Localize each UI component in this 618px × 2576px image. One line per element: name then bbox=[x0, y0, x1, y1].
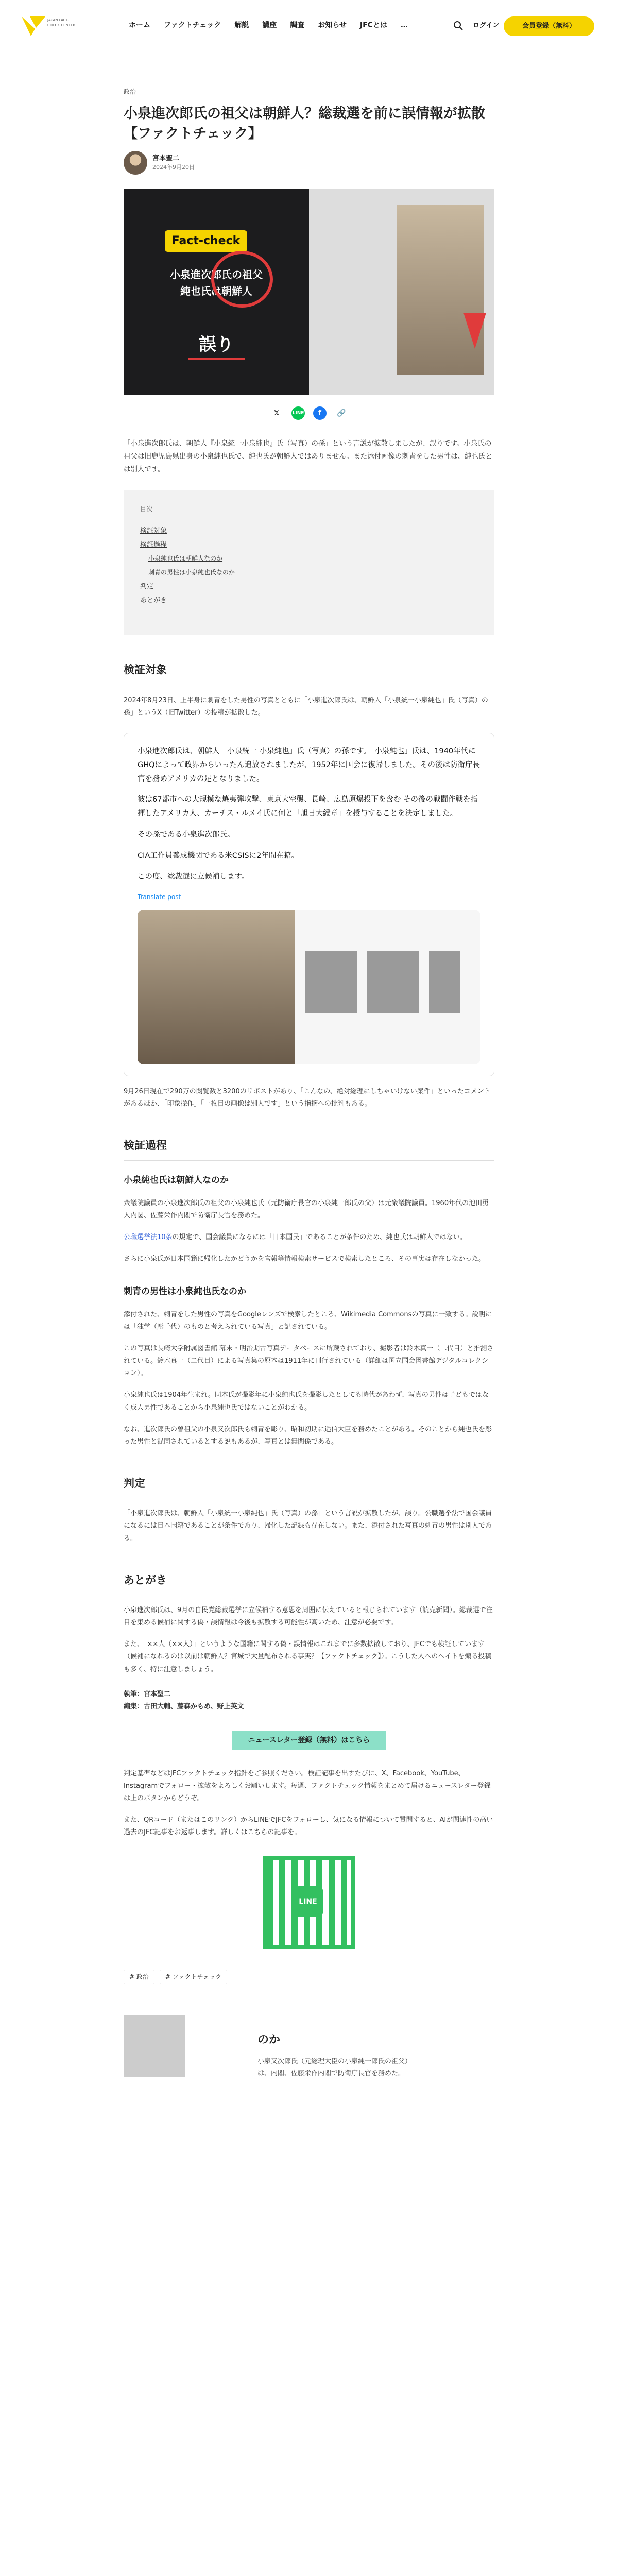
signup-button[interactable]: 会員登録（無料） bbox=[504, 16, 594, 36]
author-block bbox=[124, 151, 494, 175]
embedded-post-text: この度、総裁選に立候補します。 bbox=[138, 872, 249, 881]
hero-factcheck-badge: Fact-check bbox=[165, 230, 247, 252]
paragraph: 2024年8月23日、上半身に刺青をした男性の写真とともに「小泉進次郎氏は、朝鮮人「小泉統一小泉純也」氏（写真）の孫」というX（旧Twitter）の投稿が拡散した。 bbox=[124, 696, 488, 717]
paragraph: なお、進次郎氏の曽祖父の小泉又次郎氏も刺青を彫り、昭和初期に逓信大臣を務めたことがある。そのことから純也氏を彫った男性と混同されているとする説もあるが、写真とは無関係である。 bbox=[124, 1425, 492, 1446]
toc-item[interactable]: 検証過程 bbox=[140, 541, 167, 549]
tag[interactable]: # 政治 bbox=[124, 1970, 154, 1984]
author-name[interactable]: 宮本聖二 bbox=[152, 155, 180, 163]
article-category[interactable]: 政治 bbox=[124, 88, 136, 95]
paragraph: この写真は長崎大学附属図書館 幕末・明治期古写真データベースに所蔵されており、撮影者は鈴木真一（二代目）と推測されている。鈴木真一（二代目）による写真集の原本は1911年に刊行されている（詳細は国立国会図書館デジタルコレクション）。 bbox=[124, 1345, 494, 1378]
paragraph: 小泉進次郎氏は、9月の自民党総裁選挙に立候補する意思を周囲に伝えていると報じられています（読売新聞）。総裁選で注目を集める候補に関する偽・誤情報は今後も拡散する可能性が高いため、注意が必要です。 bbox=[124, 1606, 493, 1627]
facebook-share-icon[interactable]: f bbox=[313, 406, 327, 420]
tag-list bbox=[124, 1970, 494, 1984]
toc-item[interactable]: 小泉純也氏は朝鮮人なのか bbox=[148, 555, 223, 563]
paragraph: また、「××人（××人）」というような国籍に関する偽・誤情報はこれまでに多数拡散しており、JFCでも検証しています（候補になれるのは以前は朝鮮人？宮城で大量配布される事実？【ファクトチェック】）。こうした人へのヘイトを煽る投稿も多く、特に注意しましょう。 bbox=[124, 1640, 492, 1673]
section-heading: 検証対象 bbox=[124, 660, 494, 685]
hero-quote-line-2: 純也氏は朝鮮人 bbox=[180, 285, 252, 298]
site-header bbox=[0, 0, 618, 52]
embedded-post-text: 彼は67都市への大規模な焼夷弾攻撃、東京大空襲、長崎、広島原爆投下を含む その後の戦闘作戦を指揮したアメリカ人、カーチス・ルメイ氏に何と「旭日大綬章」を授与することを決定しました。 bbox=[138, 795, 478, 818]
toc-item[interactable]: 判定 bbox=[140, 583, 154, 591]
x-share-icon[interactable]: 𝕏 bbox=[273, 409, 280, 418]
embedded-post-text: 小泉進次郎氏は、朝鮮人「小泉統一 小泉純也」氏（写真）の孫です。「小泉純也」氏は、1940年代にGHQによって政界からいったん追放されましたが、1952年に国会に復帰しました。その後は防衛庁長官を務めアメリカの足となりました。 bbox=[138, 747, 480, 783]
section-heading: 検証過程 bbox=[124, 1136, 494, 1161]
nav-more[interactable]: … bbox=[400, 21, 408, 29]
preview-title: のか bbox=[258, 2033, 281, 2046]
next-article-preview[interactable] bbox=[124, 2015, 494, 2200]
portrait-photo bbox=[305, 951, 357, 1013]
toc-item[interactable]: 検証対象 bbox=[140, 527, 167, 535]
search-icon[interactable] bbox=[453, 21, 464, 31]
hero-tweet-screenshot bbox=[309, 189, 494, 395]
document-photo bbox=[295, 910, 480, 1064]
paragraph bbox=[124, 1231, 494, 1244]
tag-label: ファクトチェック bbox=[172, 1973, 222, 1980]
paragraph: 衆議院議員の小泉進次郎氏の祖父の小泉純也氏（元防衛庁長官の小泉純一郎氏の父）は元衆議院議員。1960年代の池田勇人内閣、佐藤栄作内閣で防衛庁長官を務めた。 bbox=[124, 1199, 489, 1220]
share-bar bbox=[124, 406, 494, 420]
paragraph: 9月26日現在で290万の閲覧数と3200のリポストがあり、「こんなの、絶対総理にしちゃいけない案件」といったコメントがあるほか、「印象操作」「一枚目の画像は別人です」という指摘への批判もある。 bbox=[124, 1087, 491, 1108]
qr-code[interactable] bbox=[263, 1856, 355, 1949]
table-of-contents bbox=[124, 490, 494, 635]
paragraph: 添付された、刺青をした男性の写真をGoogleレンズで検索したところ、Wikimedia Commonsの写真に一致する。説明には「独学（彫千代）のものと考えられている写真」と記されている。 bbox=[124, 1311, 492, 1331]
newsletter-button[interactable]: ニュースレター登録（無料）はこちら bbox=[232, 1731, 386, 1750]
tag-label: 政治 bbox=[136, 1973, 149, 1980]
hero-verdict: 誤り bbox=[188, 329, 245, 360]
link-share-icon[interactable]: 🔗 bbox=[337, 409, 346, 418]
article-lead: 「小泉進次郎氏は、朝鮮人『小泉統一小泉純也』氏（写真）の孫」という言説が拡散しましたが、誤りです。小泉氏の祖父は旧鹿児島県出身の小泉純也氏で、純也氏が朝鮮人ではありません。また添付画像の刺青をした男性は、純也氏とは別人です。 bbox=[124, 439, 493, 474]
embedded-post[interactable] bbox=[124, 733, 494, 1076]
publish-date: 2024年9月20日 bbox=[152, 164, 195, 171]
section-heading: あとがき bbox=[124, 1571, 494, 1596]
line-logo: LINE bbox=[293, 1886, 323, 1917]
embedded-post-image[interactable] bbox=[138, 910, 480, 1064]
hero-circle-mark bbox=[211, 251, 273, 308]
line-share-icon[interactable]: LINE bbox=[291, 406, 305, 420]
nav-home[interactable]: ホーム bbox=[129, 21, 150, 29]
nav-course[interactable]: 講座 bbox=[262, 21, 277, 29]
embedded-post-text: その孫である小泉進次郎氏。 bbox=[138, 831, 235, 839]
hero-arrow-icon bbox=[464, 313, 486, 349]
article bbox=[124, 87, 494, 2200]
login-link[interactable]: ログイン bbox=[473, 22, 500, 29]
logo-mark[interactable] bbox=[21, 14, 46, 38]
paragraph: また、QRコード（またはこのリンク）からLINEでJFCをフォローし、気になる情報について質問すると、AIが関連性の高い過去のJFC記事をお返事します。詳しくはこちらの記事を。 bbox=[124, 1816, 493, 1836]
translate-post-link[interactable]: Translate post bbox=[138, 893, 181, 901]
logo-text: JAPAN FACT-CHECK CENTER bbox=[47, 18, 76, 27]
embedded-post-text: CIA工作員養成機関である米CSISに2年間在籍。 bbox=[138, 851, 299, 860]
article-title: 小泉進次郎氏の祖父は朝鮮人？総裁選を前に誤情報が拡散【ファクトチェック】 bbox=[124, 106, 485, 142]
preview-image bbox=[124, 2015, 185, 2077]
paragraph: さらに小泉氏が日本国籍に帰化したかどうかを官報等情報検索サービスで検索したところ、その事実は存在しなかった。 bbox=[124, 1255, 486, 1263]
hero-quote-line-1: 小泉進次郎氏の祖父 bbox=[170, 268, 263, 281]
nav-research[interactable]: 調査 bbox=[290, 21, 305, 29]
section-heading: 判定 bbox=[124, 1474, 494, 1499]
portrait-photo bbox=[429, 951, 460, 1013]
editor-credits: 編集：古田大輔、藤森かもめ、野上英文 bbox=[124, 1702, 244, 1710]
tag[interactable]: # ファクトチェック bbox=[160, 1970, 227, 1984]
paragraph: 「小泉進次郎氏は、朝鮮人「小泉統一小泉純也」氏（写真）の孫」という言説が拡散したが、誤り。公職選挙法で国会議員になるには日本国籍であることが条件であり、帰化した記録も存在しない。また、添付された写真の刺青の男性は別人である。 bbox=[124, 1510, 492, 1543]
nav-about[interactable]: JFCとは bbox=[359, 21, 387, 29]
paragraph: 小泉純也氏は1904年生まれ。同本氏が撮影年に小泉純也氏を撮影したとしても時代があわず、写真の男性は子どもではなく成人男性であることから小泉純也氏ではないことがわかる。 bbox=[124, 1391, 489, 1412]
author-signature: 執筆：宮本聖二 bbox=[124, 1690, 171, 1698]
paragraph-text: の規定で、国会議員になるには「日本国民」であることが条件のため、純也氏は朝鮮人ではない。 bbox=[172, 1233, 467, 1242]
nav-news[interactable]: お知らせ bbox=[318, 21, 347, 29]
hero-image bbox=[124, 189, 494, 395]
nav-explainer[interactable]: 解説 bbox=[234, 21, 249, 29]
portrait-photo bbox=[367, 951, 419, 1013]
toc-item[interactable]: 刺青の男性は小泉純也氏なのか bbox=[148, 569, 235, 577]
nav-factcheck[interactable]: ファクトチェック bbox=[164, 21, 221, 29]
subsection-heading: 刺青の男性は小泉純也氏なのか bbox=[124, 1286, 246, 1297]
avatar[interactable] bbox=[124, 151, 147, 175]
hero-tweet-photo bbox=[397, 205, 484, 375]
tattoo-photo bbox=[138, 910, 295, 1064]
paragraph: 判定基準などはJFCファクトチェック指針をご参照ください。検証記事を出すたびに、X、Facebook、YouTube、Instagramでフォロー・拡散をよろしくお願いします。毎週、ファクトチェック情報をまとめて届けるニュースレター登録は上のボタンからどうぞ。 bbox=[124, 1769, 491, 1802]
subsection-heading: 小泉純也氏は朝鮮人なのか bbox=[124, 1175, 229, 1185]
toc-heading[interactable]: 目次 bbox=[140, 505, 153, 513]
law-link[interactable]: 公職選挙法10条 bbox=[124, 1233, 173, 1242]
toc-item[interactable]: あとがき bbox=[140, 597, 167, 605]
preview-text: 小泉又次郎氏（元総理大臣の小泉純一郎氏の祖父）は、内閣、佐藤栄作内閣で防衛庁長官を務めた。 bbox=[258, 2057, 412, 2077]
main-nav bbox=[129, 19, 408, 31]
